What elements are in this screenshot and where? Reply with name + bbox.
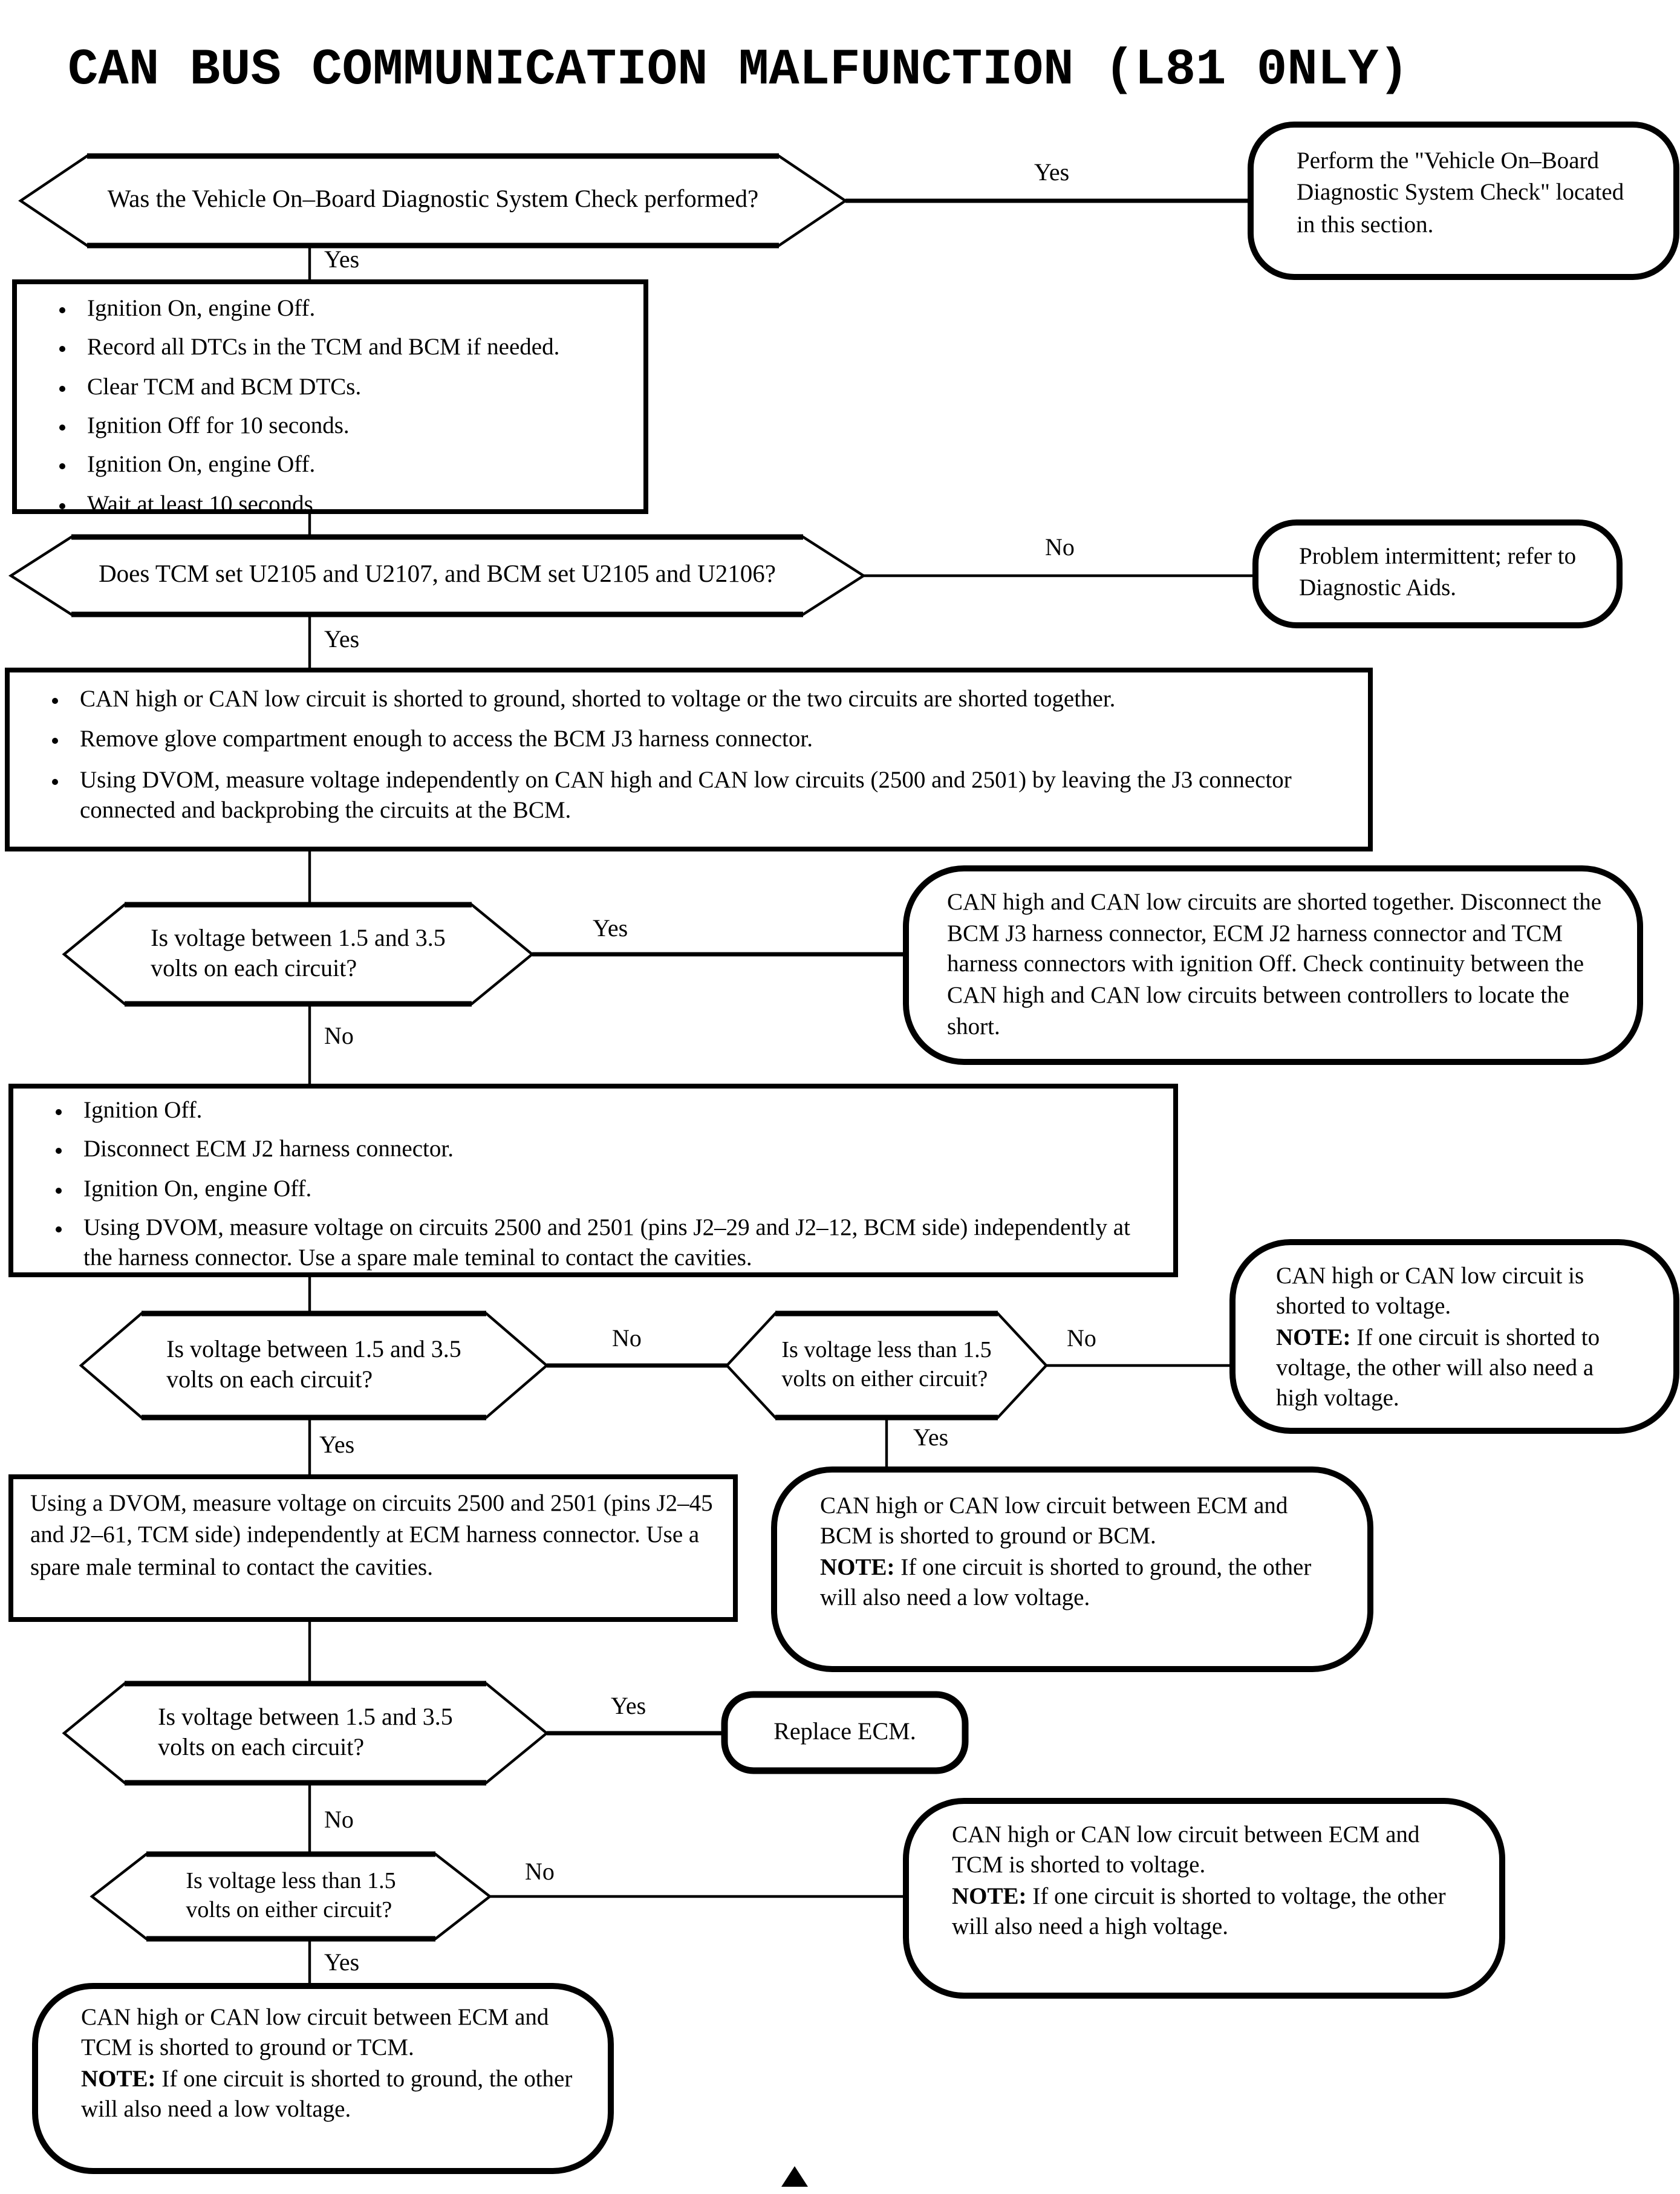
steps-ecm-disconnect-list	[33, 1096, 1143, 1274]
note-label: NOTE:	[820, 1555, 895, 1581]
decision-line: Is voltage less than 1.5	[186, 1869, 396, 1895]
edge-label-d6-down-yes: Yes	[324, 1950, 360, 1976]
print-artifact	[781, 2166, 808, 2187]
note-text: If one circuit is shorted to ground, the other will also need a low voltage.	[820, 1555, 1312, 1612]
step-item: • Ignition On, engine Off.	[80, 294, 624, 325]
step-item: • Ignition Off for 10 seconds.	[80, 411, 624, 442]
steps-can-measure-list	[29, 685, 1338, 827]
step-item: • Ignition On, engine Off.	[76, 1174, 1143, 1205]
edge-label-d1-yes: Yes	[1034, 160, 1070, 186]
result-ecm-tcm-shorted-voltage-text	[952, 1820, 1448, 1943]
result-circuits-shorted-together-text: CAN high and CAN low circuits are shorted together. Disconnect the BCM J3 harness connector, ECM J2 harness connector and TCM harness connectors with ignition Off. Check continuity between the CAN high and CAN low circuits between controllers to locate the short.	[947, 890, 1602, 1040]
edge-label-d2-no: No	[1045, 535, 1075, 561]
result-text: CAN high or CAN low circuit between ECM and TCM is shorted to voltage.	[952, 1823, 1420, 1879]
edge-label-d4a-down-yes: Yes	[319, 1432, 355, 1459]
decision-line: volts on each circuit?	[166, 1367, 373, 1393]
steps-tcm-measure-text: Using a DVOM, measure voltage on circuits 2500 and 2501 (pins J2–45 and J2–61, TCM side) independently at ECM harness connector. Use a spare male terminal to contact the cavities.	[30, 1491, 713, 1581]
edge-label-d5-yes: Yes	[611, 1693, 646, 1720]
note-label: NOTE:	[952, 1884, 1027, 1910]
decision-voltage-range-1-text	[64, 905, 532, 1004]
edge-label-d3-down-no: No	[324, 1023, 354, 1050]
result-shorted-to-voltage-text	[1276, 1261, 1639, 1414]
decision-line: volts on each circuit?	[151, 955, 357, 982]
note-label: NOTE:	[81, 2066, 156, 2092]
edge-label-d3-yes: Yes	[593, 916, 628, 942]
step-item: • Record all DTCs in the TCM and BCM if needed.	[80, 333, 624, 364]
steps-initial-list-wrap	[36, 294, 624, 529]
note-text: If one circuit is shorted to voltage, the other will also need a high voltage.	[952, 1884, 1446, 1941]
decision-line: volts on either circuit?	[781, 1367, 988, 1392]
decision-voltage-low-2-text	[92, 1854, 490, 1939]
result-ecm-tcm-shorted-ground-text	[81, 2003, 575, 2126]
step-item: • Using DVOM, measure voltage independently on CAN high and CAN low circuits (2500 and 2501) by leaving the J3 connector connected and backprobing the circuits at the BCM.	[73, 765, 1338, 826]
step-item: • Using DVOM, measure voltage on circuits 2500 and 2501 (pins J2–29 and J2–12, BCM side) independently at the harness connector. Use a spare male teminal to contact the cavities.	[76, 1213, 1143, 1274]
page-title: CAN BUS COMMUNICATION MALFUNCTION (L81 0NLY)	[68, 41, 1409, 99]
decision-line: volts on either circuit?	[186, 1898, 392, 1923]
decision-voltage-low-1-text	[727, 1313, 1046, 1418]
step-item: • Ignition On, engine Off.	[80, 451, 624, 481]
note-text: If one circuit is shorted to ground, the other will also need a low voltage.	[81, 2066, 573, 2123]
edge-label-d6-no: No	[525, 1859, 555, 1886]
edge-label-d4b-down-yes: Yes	[913, 1425, 949, 1451]
edge-label-d4a-no: No	[612, 1326, 642, 1352]
step-item: • Remove glove compartment enough to access the BCM J3 harness connector.	[73, 725, 1338, 756]
decision-voltage-range-3-text	[64, 1684, 547, 1783]
decision-voltage-range-2-text	[81, 1313, 547, 1418]
result-text: CAN high or CAN low circuit between ECM and BCM is shorted to ground or BCM.	[820, 1494, 1288, 1550]
decision-line: volts on each circuit?	[158, 1734, 365, 1761]
decision-line: Is voltage between 1.5 and 3.5	[151, 925, 446, 952]
result-text: CAN high or CAN low circuit is shorted to voltage.	[1276, 1264, 1584, 1320]
result-replace-ecm-text: Replace ECM.	[773, 1719, 916, 1745]
step-item: • Ignition Off.	[76, 1096, 1143, 1127]
edge-label-d4b-no: No	[1067, 1326, 1096, 1352]
decision-line: Is voltage less than 1.5	[781, 1338, 992, 1364]
step-item: • CAN high or CAN low circuit is shorted to ground, shorted to voltage or the two circuits are shorted together.	[73, 685, 1338, 715]
steps-can-measure-list-wrap	[29, 685, 1338, 836]
decision-line: Is voltage between 1.5 and 3.5	[166, 1336, 461, 1363]
decision-line: Is voltage between 1.5 and 3.5	[158, 1704, 453, 1731]
note-label: NOTE:	[1276, 1325, 1351, 1351]
steps-ecm-disconnect-list-wrap	[33, 1096, 1143, 1283]
result-ecm-bcm-shorted-ground-text	[820, 1491, 1333, 1614]
edge-label-d2-down-yes: Yes	[324, 627, 360, 653]
step-item: • Disconnect ECM J2 harness connector.	[76, 1135, 1143, 1166]
result-problem-intermittent-text: Problem intermittent; refer to Diagnostic Aids.	[1299, 544, 1577, 602]
result-text: CAN high or CAN low circuit between ECM and TCM is shorted to ground or TCM.	[81, 2005, 549, 2062]
step-item: • Clear TCM and BCM DTCs.	[80, 372, 624, 403]
steps-initial-list	[36, 294, 624, 520]
result-perform-system-check-text: Perform the "Vehicle On–Board Diagnostic System Check" located in this section.	[1297, 149, 1624, 238]
edge-label-d1-down-yes: Yes	[324, 247, 360, 273]
step-item: • Wait at least 10 seconds.	[80, 489, 624, 520]
note-text: If one circuit is shorted to voltage, the other will also need a high voltage.	[1276, 1325, 1600, 1412]
decision-system-check-text: Was the Vehicle On–Board Diagnostic System Check performed?	[107, 186, 759, 213]
decision-dtc-set-text: Does TCM set U2105 and U2107, and BCM set U2105 and U2106?	[99, 561, 776, 588]
edge-label-d5-down-no: No	[324, 1807, 354, 1834]
